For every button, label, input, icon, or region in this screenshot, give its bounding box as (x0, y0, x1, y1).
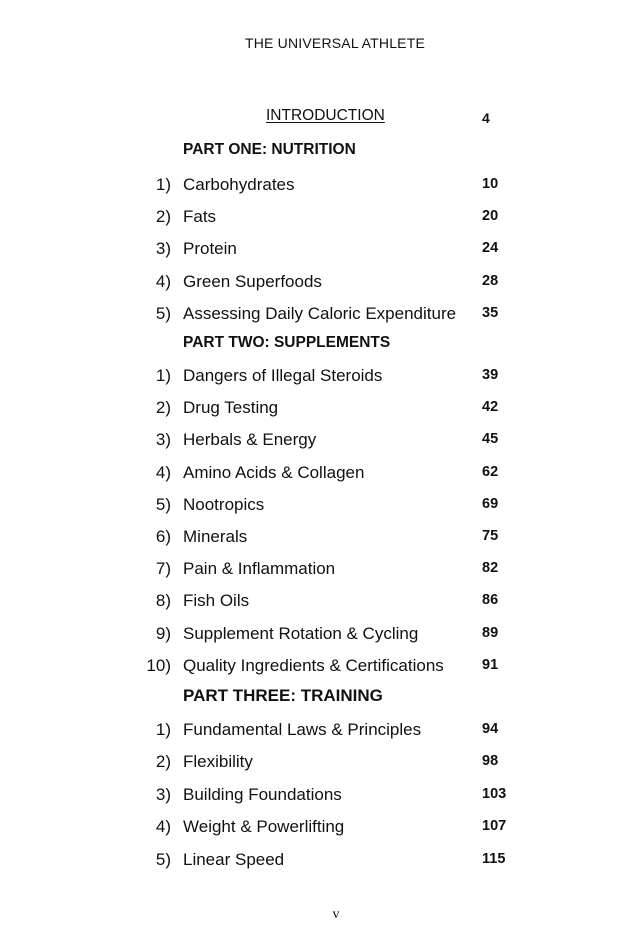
entry-page-number: 86 (482, 592, 499, 609)
entry-number: 4) (155, 462, 171, 482)
entry-title: Assessing Daily Caloric Expenditure (183, 303, 457, 323)
entry-page-number: 94 (482, 721, 499, 737)
entry-number: 7) (155, 559, 171, 579)
entry-number: 5) (155, 494, 171, 514)
entry-page-number: 115 (482, 850, 506, 867)
entry-title: Minerals (183, 527, 248, 546)
entry-number: 3) (155, 784, 171, 804)
entry-page-number: 75 (482, 528, 499, 544)
entry-number: 5) (155, 303, 171, 323)
entry-number: 3) (155, 430, 171, 450)
entry-page-number: 35 (482, 304, 499, 321)
entry-page-number: 42 (482, 399, 499, 416)
entry-title: Weight & Powerlifting (183, 817, 345, 837)
entry-title: Fundamental Laws & Principles (183, 720, 422, 739)
entry-page-number: 24 (482, 240, 499, 257)
entry-page-number: 107 (482, 818, 507, 835)
entry-title: Nootropics (183, 494, 265, 514)
entry-title: Green Superfoods (183, 271, 322, 291)
entry-number: 1) (155, 175, 171, 194)
entry-title: Linear Speed (183, 849, 285, 869)
entry-number: 10) (146, 655, 171, 675)
entry-page-number: 62 (482, 463, 499, 480)
introduction-page-number: 4 (482, 110, 490, 126)
entry-number: 2) (155, 207, 171, 227)
entry-title: Flexibility (183, 752, 253, 772)
entry-page-number: 91 (482, 656, 499, 673)
entry-title: Supplement Rotation & Cycling (183, 623, 419, 643)
entry-number: 5) (155, 849, 171, 869)
entry-title: Herbals & Energy (183, 430, 317, 450)
running-head: THE UNIVERSAL ATHLETE (244, 35, 426, 51)
entry-title: Protein (183, 239, 237, 259)
entry-number: 2) (155, 398, 171, 418)
entry-page-number: 20 (482, 208, 499, 225)
entry-number: 2) (155, 752, 171, 772)
entry-title: Fish Oils (183, 591, 250, 611)
entry-page-number: 98 (482, 753, 499, 770)
entry-title: Quality Ingredients & Certifications (183, 655, 444, 675)
entry-page-number: 45 (482, 431, 499, 448)
entry-number: 8) (155, 591, 171, 611)
entry-page-number: 89 (482, 624, 499, 641)
entry-page-number: 28 (482, 272, 499, 289)
entry-number: 3) (155, 239, 171, 259)
part-heading: PART THREE: TRAINING (183, 686, 383, 705)
entry-title: Drug Testing (183, 398, 279, 418)
entry-page-number: 39 (482, 367, 499, 383)
page-folio: v (332, 907, 340, 922)
entry-number: 4) (155, 271, 171, 291)
entry-title: Pain & Inflammation (183, 559, 336, 579)
entry-page-number: 69 (482, 495, 499, 512)
entry-title: Carbohydrates (183, 175, 295, 194)
part-heading: PART TWO: SUPPLEMENTS (183, 334, 391, 351)
entry-number: 9) (155, 623, 171, 643)
entry-title: Dangers of Illegal Steroids (183, 366, 383, 385)
entry-title: Amino Acids & Collagen (183, 462, 365, 482)
entry-page-number: 10 (482, 176, 499, 192)
entry-number: 4) (155, 817, 171, 837)
entry-page-number: 103 (482, 785, 507, 802)
entry-page-number: 82 (482, 560, 499, 577)
entry-number: 6) (155, 527, 171, 546)
entry-title: Building Foundations (183, 784, 342, 804)
entry-number: 1) (155, 366, 171, 385)
entry-number: 1) (155, 720, 171, 739)
part-heading: PART ONE: NUTRITION (183, 141, 356, 158)
entry-title: Fats (183, 207, 217, 227)
introduction-title: INTRODUCTION (266, 107, 385, 124)
